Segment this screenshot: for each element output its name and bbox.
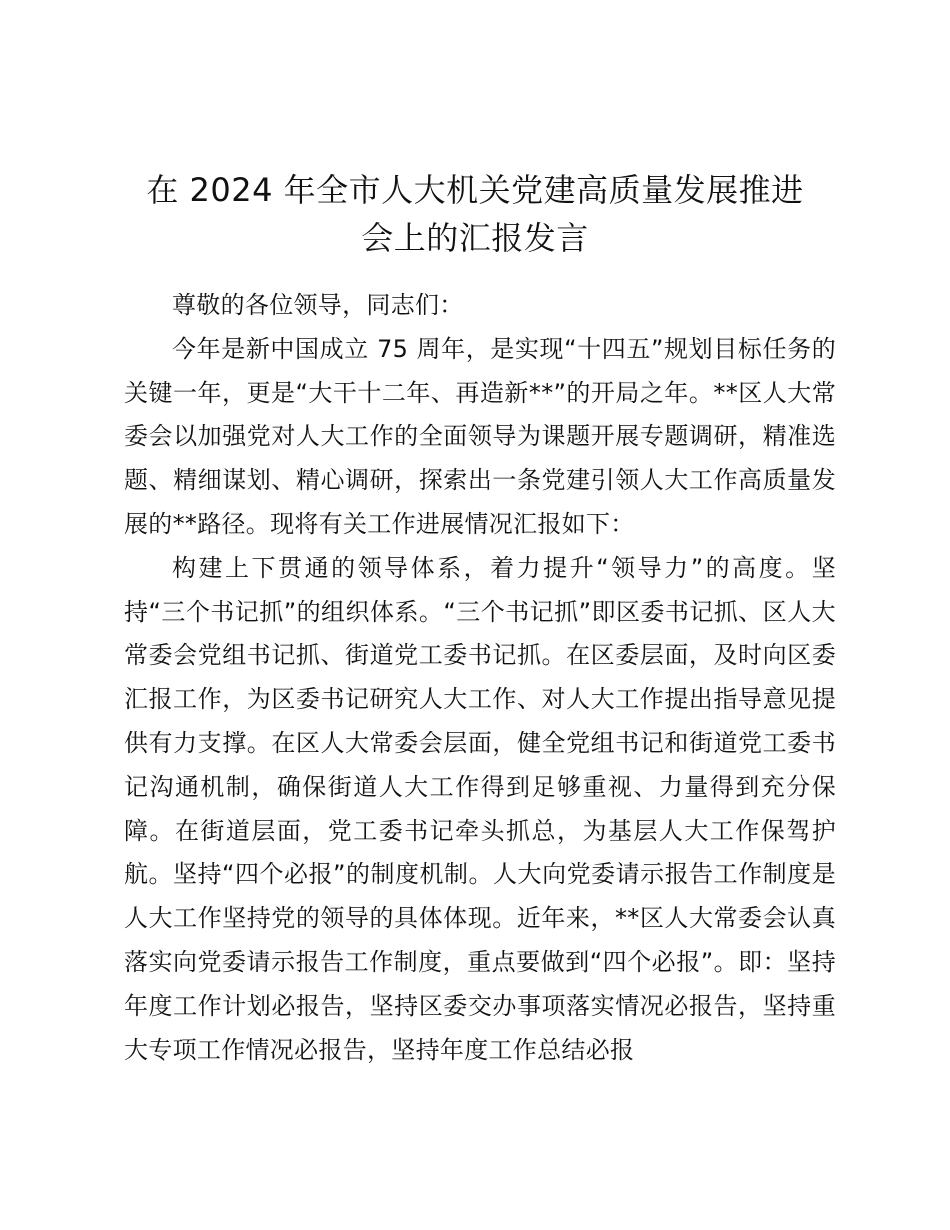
paragraph-intro: 今年是新中国成立 75 周年，是实现“十四五”规划目标任务的关键一年，更是“大干十二年、再造新**”的开局之年。**区人大常委会以加强党对人大工作的全面领导为课题开展专题调研，精准选题、精细谋划、精心调研，探索出一条党建引领人大工作高质量发展的**路径。现将有关工作进展情况汇报如下： — [124, 334, 836, 538]
document-title — [120, 166, 830, 262]
paragraph-leadership-system: 构建上下贯通的领导体系，着力提升“领导力”的高度。坚持“三个书记抓”的组织体系。“三个书记抓”即区委书记抓、区人大常委会党组书记抓、街道党工委书记抓。在区委层面，及时向区委汇报工作，为区委书记研究人大工作、对人大工作提出指导意见提供有力支撑。在区人大常委会层面，健全党组书记和街道党工委书记沟通机制，确保街道人大工作得到足够重视、力量得到充分保障。在街道层面，党工委书记牵头抓总，为基层人大工作保驾护航。坚持“四个必报”的制度机制。人大向党委请示报告工作制度是人大工作坚持党的领导的具体体现。近年来，**区人大常委会认真落实向党委请示报告工作制度，重点要做到“四个必报”。即：坚持年度工作计划必报告，坚持区委交办事项落实情况必报告，坚持重大专项工作情况必报告，坚持年度工作总结必报 — [124, 553, 836, 1064]
document-title-line-2: 会上的汇报发言 — [361, 219, 589, 257]
document-body — [124, 284, 836, 1072]
document-title-line-1: 在 2024 年全市人大机关党建高质量发展推进 — [146, 171, 804, 209]
salutation: 尊敬的各位领导，同志们： — [172, 291, 464, 319]
